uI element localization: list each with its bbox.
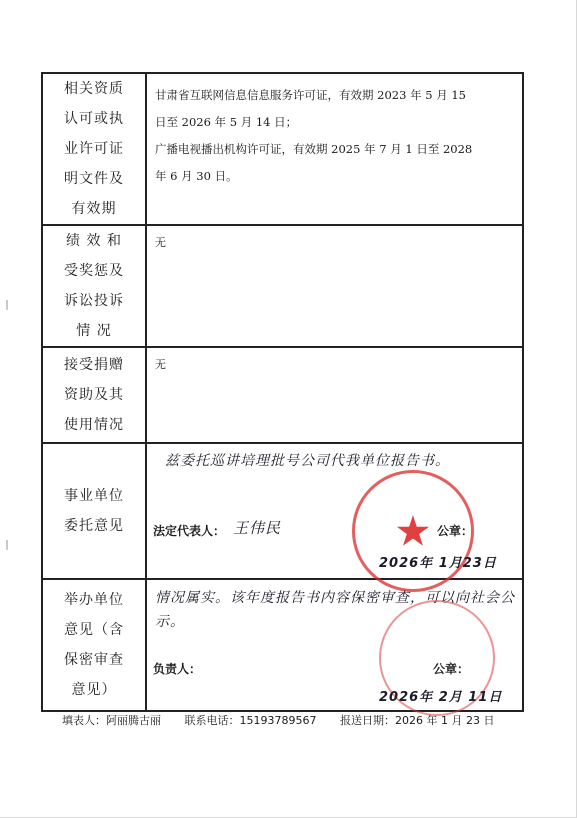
row-performance-label <box>42 225 146 347</box>
row-license-content <box>146 73 523 225</box>
label-line: 有效期 <box>71 201 117 217</box>
performance-value: 无 <box>155 236 166 249</box>
responsible-label: 负责人： <box>153 662 202 676</box>
label-line: 诉讼投诉 <box>64 293 124 309</box>
label-line: 接受捐赠 <box>64 357 124 373</box>
row-entrust-content <box>146 443 523 579</box>
scan-mark <box>6 540 8 550</box>
row-license-label <box>42 73 146 225</box>
star-icon: ★ <box>394 506 432 556</box>
label-line: 受奖惩及 <box>64 263 124 279</box>
row-license <box>42 73 523 225</box>
license-line: 甘肃省互联网信息信息服务许可证，有效期 2023 年 5 月 15 <box>155 88 466 102</box>
license-line: 广播电视播出机构许可证，有效期 2025 年 7 月 1 日至 2028 <box>155 142 473 156</box>
label-line: 情 况 <box>76 323 112 339</box>
sponsor-date: 2026年 2月 11日 <box>379 690 503 705</box>
sponsor-seal-label: 公章： <box>433 662 470 676</box>
label-line: 资助及其 <box>64 387 124 403</box>
legal-rep-label: 法定代表人： <box>153 524 226 538</box>
row-performance-content <box>146 225 523 347</box>
row-entrust-label <box>42 443 146 579</box>
filler-name: 填表人：阿丽腾古丽 <box>62 714 161 727</box>
license-line: 日至 2026 年 5 月 14 日； <box>155 115 298 129</box>
label-line: 绩 效 和 <box>66 233 122 249</box>
label-line: 认可或执 <box>64 111 124 127</box>
label-line: 相关资质 <box>64 81 124 97</box>
row-sponsor-label <box>42 579 146 711</box>
label-line: 意见（含 <box>64 622 124 638</box>
report-form-table <box>41 72 524 712</box>
entrust-seal-label: 公章： <box>437 524 474 538</box>
scan-mark <box>6 300 8 310</box>
row-entrust <box>42 443 523 579</box>
label-line: 业许可证 <box>64 141 124 157</box>
entrust-date: 2026年 1月23日 <box>379 556 497 571</box>
legal-rep-signature: 王伟民 <box>233 519 282 537</box>
license-line: 年 6 月 30 日。 <box>155 169 238 183</box>
label-line: 意见） <box>71 682 117 698</box>
row-donation-content <box>146 347 523 443</box>
row-performance <box>42 225 523 347</box>
label-line: 明文件及 <box>64 171 124 187</box>
label-line: 举办单位 <box>64 592 124 608</box>
entrust-handwritten-opinion: 兹委托巡讲培理批号公司代我单位报告书。 <box>165 453 450 469</box>
form-footer <box>62 712 514 728</box>
report-date: 报送日期：2026 年 1 月 23 日 <box>339 714 495 727</box>
label-line: 事业单位 <box>64 488 124 504</box>
row-sponsor <box>42 579 523 711</box>
sponsor-handwritten-opinion: 情况属实。该年度报告书内容保密审查，可以向社会公示。 <box>155 590 515 630</box>
row-sponsor-content <box>146 579 523 711</box>
label-line: 保密审查 <box>64 652 124 668</box>
label-line: 使用情况 <box>64 417 124 433</box>
row-donation <box>42 347 523 443</box>
contact-phone: 联系电话：15193789567 <box>184 714 317 727</box>
label-line: 委托意见 <box>64 518 124 534</box>
row-donation-label <box>42 347 146 443</box>
donation-value: 无 <box>155 358 166 371</box>
